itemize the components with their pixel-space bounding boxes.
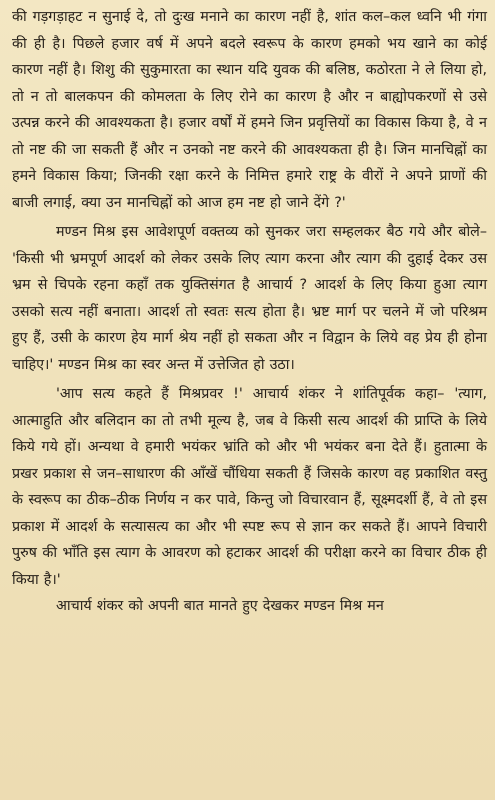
paragraph-2: मण्डन मिश्र इस आवेशपूर्ण वक्तव्य को सुनकर जरा सम्हलकर बैठ गये और बोले– 'किसी भी भ्रमपूर्ण आदर्श को लेकर उसके लिए त्याग करना और त्याग की दुहाई देकर उस भ्रम से चिपके रहना कहाँ तक युक्तिसंगत है आचार्य ? आदर्श के लिए किया हुआ त्याग उसको सत्य नहीं बनाता। आदर्श तो स्वतः सत्य होता है। भ्रष्ट मार्ग पर चलने में जो परिश्रम हुए हैं, उसी के कारण हेय मार्ग श्रेय नहीं हो सकता और न विद्वान के लिये वह प्रेय ही होना चाहिए।' मण्डन मिश्र का स्वर अन्त में उत्तेजित हो उठा।	[12, 224, 487, 373]
paragraph-3: 'आप सत्य कहते हैं मिश्रप्रवर !' आचार्य शंकर ने शांतिपूर्वक कहा– 'त्याग, आत्माहुति और बलिदान का तो तभी मूल्य है, जब वे किसी सत्य आदर्श की प्राप्ति के लिये किये गये हों। अन्यथा वे हमारी भयंकर भ्रांति को और भी भयंकर बना देते हैं। हुतात्मा के प्रखर प्रकाश से जन–साधारण की आँखें चौंधिया सकती हैं जिसके कारण वह प्रकाशित वस्तु के स्वरूप का ठीक–ठीक निर्णय न कर पावे, किन्तु जो विचारवान हैं, सूक्ष्मदर्शी हैं, वे तो इस प्रकाश में आदर्श के सत्यासत्य का और भी स्पष्ट रूप से ज्ञान कर सकते हैं। आपने विचारी पुरुष की भाँति इस त्याग के आवरण को हटाकर आदर्श की परीक्षा करने का विचार ठीक ही किया है।'	[12, 386, 487, 588]
paragraph-4: आचार्य शंकर को अपनी बात मानते हुए देखकर मण्डन मिश्र मन	[56, 598, 384, 614]
paragraph-1: की गड़गड़ाहट न सुनाई दे, तो दुःख मनाने का कारण नहीं है, शांत कल–कल ध्वनि भी गंगा की ही है। पिछले हजार वर्ष में अपने बदले स्वरूप के कारण हमको भय खाने का कोई कारण नहीं है। शिशु की सुकुमारता का स्थान यदि युवक की बलिष्ठ, कठोरता ने ले लिया हो, तो न तो बालकपन की कोमलता के लिए रोने का कारण है और न बाह्योपकरणों से उसे उत्पन्न करने की आवश्यकता है। हजार वर्षों में हमने जिन प्रवृत्तियों का विकास किया है, वे न तो नष्ट की जा सकती हैं और न उनको नष्ट करने की आवश्यकता ही है। जिन मानचिह्नों का हमने विकास किया; जिनकी रक्षा करने के निमित्त हमारे राष्ट्र के वीरों ने अपने प्राणों की बाजी लगाई, क्या उन मानचिह्नों को आज हम नष्ट हो जाने देंगे ?'	[12, 9, 487, 211]
